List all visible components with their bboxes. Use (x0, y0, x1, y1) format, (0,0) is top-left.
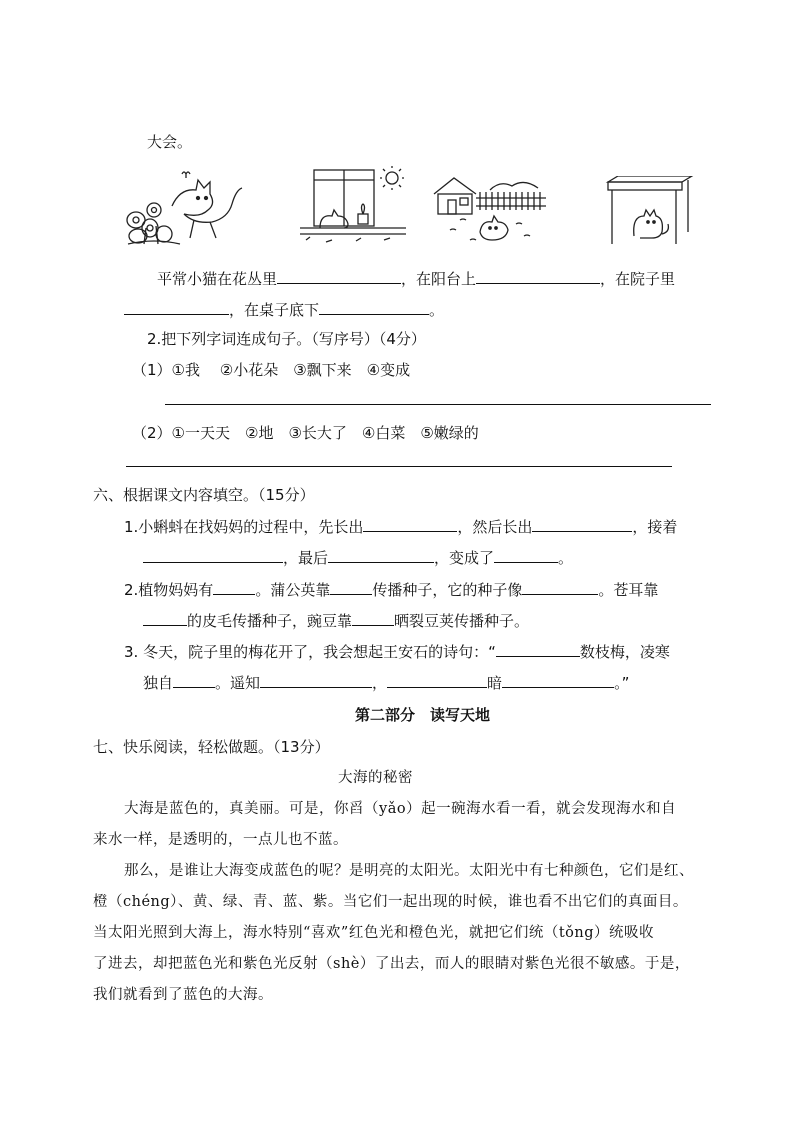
answer-blank[interactable] (532, 517, 632, 532)
fill-text: ，在院子里 (600, 270, 676, 288)
fill-text: ，在阳台上 (401, 270, 477, 288)
answer-blank[interactable] (494, 548, 558, 563)
section-6-q3-line2 (143, 672, 629, 693)
fill-text: ，最后 (283, 549, 329, 567)
fill-text: 。遥知 (215, 674, 261, 692)
answer-blank[interactable] (124, 300, 229, 315)
sentence-cat-fill (157, 268, 675, 289)
fill-text: 3. 冬天，院子里的梅花开了，我会想起王安石的诗句：“ (124, 643, 496, 661)
cat-on-balcony-icon (296, 166, 410, 246)
answer-blank[interactable] (476, 269, 600, 284)
fill-text: 。 (429, 301, 445, 319)
answer-blank[interactable] (143, 611, 187, 626)
question-2-item-2: （2）①一天天 ②地 ③长大了 ④白菜 ⑤嫩绿的 (132, 424, 479, 442)
answer-line[interactable] (165, 404, 711, 405)
passage-line: 当太阳光照到大海上，海水特别“喜欢”红色光和橙色光，就把它们统（tǒng）统吸收 (93, 925, 654, 941)
part-2-heading: 第二部分 读写天地 (355, 706, 491, 724)
answer-blank[interactable] (363, 517, 457, 532)
fill-text: ， (372, 674, 388, 692)
passage-line: 我们就看到了蓝色的大海。 (93, 987, 273, 1003)
section-6-q2-line1 (124, 579, 658, 600)
fill-text: 1.小蝌蚪在找妈妈的过程中，先长出 (124, 518, 364, 536)
fill-text: 。苍耳靠 (598, 581, 659, 599)
fill-text: ，变成了 (434, 549, 495, 567)
fill-text: 的皮毛传播种子，豌豆靠 (187, 612, 353, 630)
fill-text: 晒裂豆荚传播种子。 (394, 612, 530, 630)
answer-blank[interactable] (330, 580, 372, 595)
fill-text: 。 (558, 549, 574, 567)
cat-in-flowers-icon (124, 168, 244, 248)
answer-blank[interactable] (213, 580, 255, 595)
fill-text: 。蒲公英靠 (255, 581, 331, 599)
continued-text: 大会。 (147, 133, 193, 151)
fill-text: 独自 (143, 674, 174, 692)
section-6-title: 六、根据课文内容填空。（15分） (93, 486, 315, 504)
section-6-q2-line2 (143, 610, 529, 631)
answer-blank[interactable] (277, 269, 401, 284)
section-6-q3-line1 (124, 641, 670, 662)
cat-under-table-icon (604, 176, 696, 248)
sentence-cat-fill-2 (124, 299, 444, 320)
answer-line[interactable] (126, 466, 672, 467)
fill-text: ，然后长出 (457, 518, 533, 536)
fill-text: ，接着 (632, 518, 678, 536)
answer-blank[interactable] (319, 300, 429, 315)
passage-line: 了进去，却把蓝色光和紫色光反射（shè）了出去，而人的眼睛对紫色光很不敏感。于是， (93, 956, 690, 972)
passage-line: 那么，是谁让大海变成蓝色的呢？是明亮的太阳光。太阳光中有七种颜色，它们是红、 (124, 863, 694, 879)
fill-text: 。” (614, 674, 630, 692)
answer-blank[interactable] (387, 673, 487, 688)
question-2-title: 2.把下列字词连成句子。（写序号）（4分） (147, 330, 426, 348)
fill-text: 传播种子，它的种子像 (372, 581, 523, 599)
answer-blank[interactable] (173, 673, 215, 688)
section-7-title: 七、快乐阅读，轻松做题。（13分） (93, 738, 330, 756)
fill-text: 数枝梅，凌寒 (579, 643, 670, 661)
fill-text: 2.植物妈妈有 (124, 581, 214, 599)
fill-text: ，在桌子底下 (229, 301, 320, 319)
answer-blank[interactable] (328, 548, 434, 563)
passage-title: 大海的秘密 (338, 770, 413, 786)
answer-blank[interactable] (352, 611, 394, 626)
fill-text: 暗 (487, 674, 503, 692)
section-6-q1-line2 (143, 547, 573, 568)
passage-line: 橙（chéng）、黄、绿、青、蓝、紫。当它们一起出现的时候，谁也看不出它们的真面目。 (93, 894, 688, 910)
section-6-q1-line1 (124, 516, 677, 537)
fill-text: 平常小猫在花丛里 (157, 270, 278, 288)
passage-line: 来水一样，是透明的，一点儿也不蓝。 (93, 832, 348, 848)
answer-blank[interactable] (496, 642, 580, 657)
question-2-item-1: （1）①我 ②小花朵 ③飘下来 ④变成 (132, 361, 411, 379)
cat-in-yard-icon (430, 170, 550, 248)
answer-blank[interactable] (260, 673, 372, 688)
answer-blank[interactable] (502, 673, 614, 688)
answer-blank[interactable] (143, 548, 283, 563)
passage-line: 大海是蓝色的，真美丽。可是，你舀（yǎo）起一碗海水看一看，就会发现海水和自 (124, 801, 677, 817)
answer-blank[interactable] (522, 580, 598, 595)
